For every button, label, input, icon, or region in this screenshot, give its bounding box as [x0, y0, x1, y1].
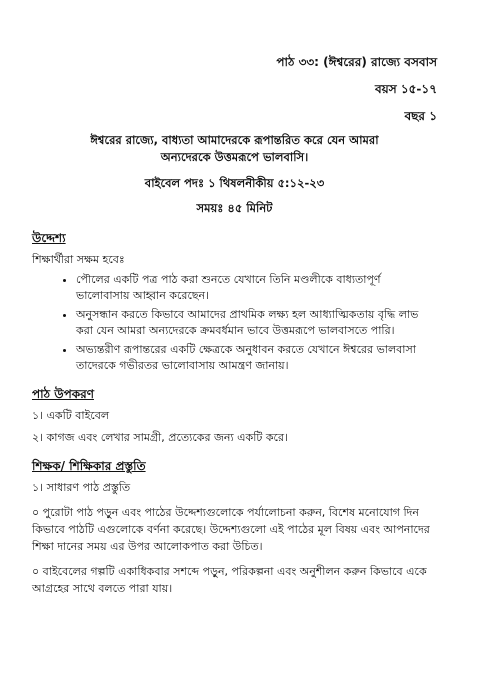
materials-heading: পাঠ উপকরণ — [32, 387, 94, 401]
prep-paragraph: ০ বাইবেলের গল্পটি একাধিকবার সশব্দে পড়ুন, পরিকল্পনা এবং অনুশীলন করুন কিভাবে একে আগ্রহের সাথে বলতে পারা যায়। — [32, 565, 427, 595]
theme-line-2: অন্যদেরকে উত্তমরূপে ভালবাসি। — [160, 150, 309, 164]
teacher-prep-heading: শিক্ষক/ শিক্ষিকার প্রস্তুতি — [32, 459, 146, 473]
objective-item: • পৌলের একটি পত্র পাঠ করা শুনতে যেখানে তিনি মণ্ডলীকে বাধ্যতাপূর্ণ ভালোবাসায় আহ্বান করেছেন। — [76, 272, 437, 304]
material-item: ২। কাগজ এবং লেখার সামগ্রী, প্রত্যেকের জন্য একটি করে। — [32, 431, 288, 444]
theme-line-1: ঈশ্বরের রাজ্যে, বাধ্যতা আমাদেরকে রূপান্তরিত করে যেন আমরা — [90, 133, 379, 147]
material-item: ১। একটি বাইবেল — [32, 409, 110, 422]
objectives-intro: শিক্ষার্থীরা সক্ষম হবেঃ — [32, 253, 125, 266]
objectives-list — [32, 272, 437, 374]
lesson-duration: সময়ঃ ৪৫ মিনিট — [196, 201, 273, 215]
lesson-theme — [32, 132, 437, 166]
age-range: বয়স ১৫-১৭ — [375, 82, 437, 96]
year-label: বছর ১ — [404, 109, 437, 123]
bible-passage: বাইবেল পদঃ ১ থিষলনীকীয় ৫:১২-২৩ — [144, 176, 325, 190]
prep-paragraph: ০ পুরোটা পাঠ পড়ুন এবং পাঠের উদ্দেশ্যগুলোকে পর্যালোচনা করুন, বিশেষ মনোযোগ দিন কিভাবে পাঠটি এগুলোকে বর্ণনা করেছে। উদ্দেশ্যগুলো এই পাঠের মূল বিষয় এবং আপনাদের শিক্ষা দানের সময় এর উপর আলোকপাত করা উচিত। — [32, 506, 430, 553]
objective-item: • অনুসন্ধান করতে কিভাবে আমাদের প্রাথমিক লক্ষ্য হল আধ্যাত্মিকতায় বৃদ্ধি লাভ করা যেন আমরা অন্যদেরকে ক্রমবর্ধমান ভাবে উত্তমরূপে ভালবাসতে পারি। — [76, 307, 437, 339]
objectives-heading: উদ্দেশ্য — [32, 231, 66, 245]
objective-item: • অভ্যন্তরীণ রূপান্তরের একটি ক্ষেত্রকে অনুধাবন করতে যেখানে ঈশ্বরের ভালবাসা তাদেরকে গভীরতর ভালোবাসায় আমন্ত্রণ জানায়। — [76, 342, 437, 374]
lesson-title: পাঠ ৩৩: (ঈশ্বরের) রাজ্যে বসবাস — [276, 55, 437, 69]
teacher-prep-subheading: ১। সাধারণ পাঠ প্রস্তুতি — [32, 481, 131, 494]
